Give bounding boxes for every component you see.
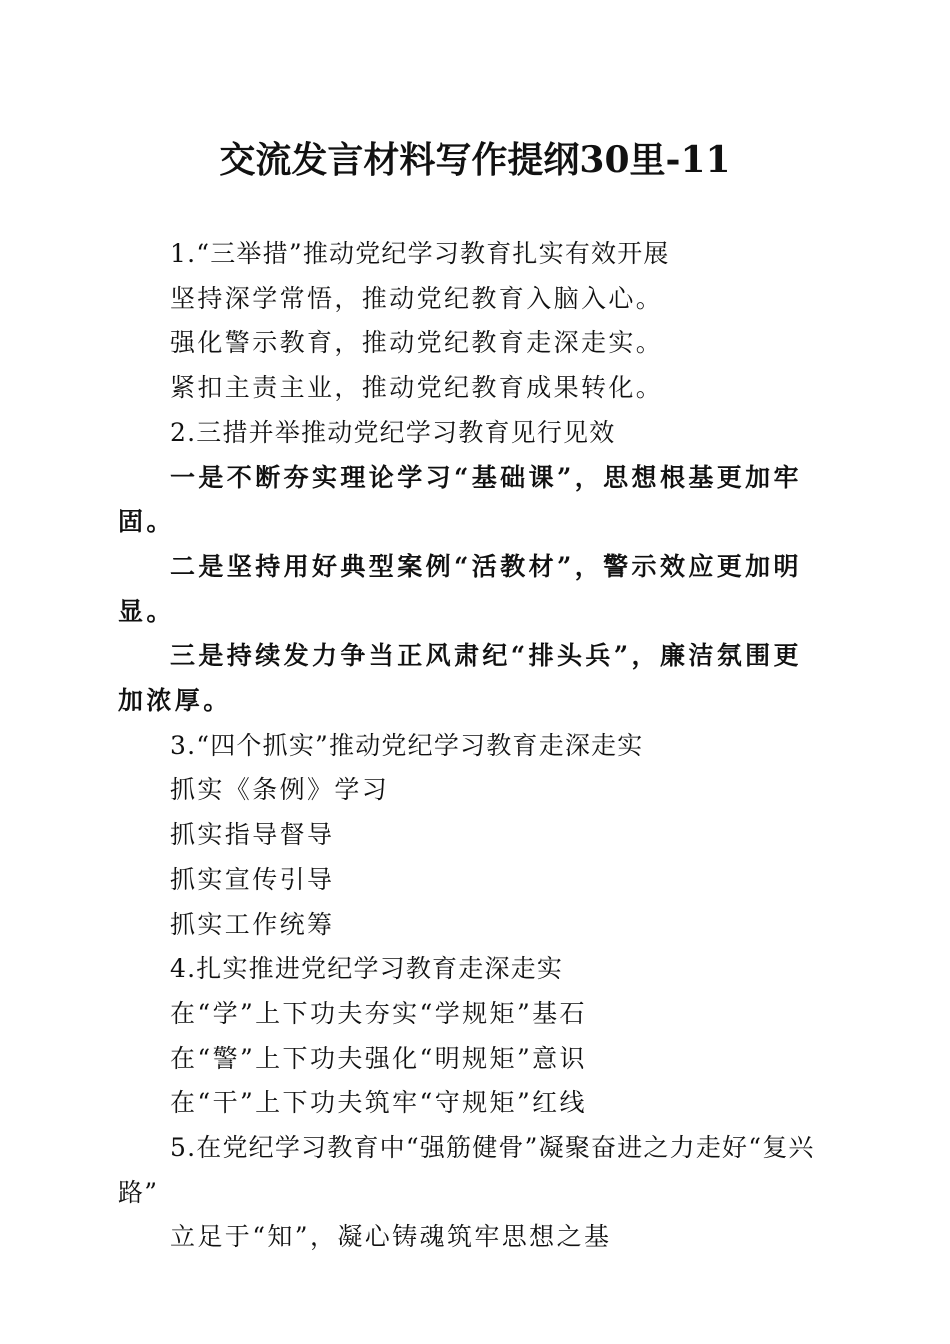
outline-point: 抓实工作统筹 (170, 909, 335, 939)
outline-heading-3: 3.“四个抓实”推动党纪学习教育走深走实 (170, 730, 644, 760)
outline-point: 立足于“知”，凝心铸魂筑牢思想之基 (170, 1222, 612, 1252)
outline-point: 抓实指导督导 (170, 820, 335, 850)
outline-heading-4: 4.扎实推进党纪学习教育走深走实 (170, 954, 564, 984)
outline-heading-5: 5.在党纪学习教育中“强筋健骨”凝聚奋进之力走好“复兴路” (118, 1133, 815, 1207)
document-body (118, 232, 830, 1260)
outline-point: 坚持深学常悟，推动党纪教育入脑入心。 (170, 283, 664, 313)
outline-point: 三是持续发力争当正风肃纪“排头兵”，廉洁氛围更加浓厚。 (118, 641, 802, 716)
document-title: 交流发言材料写作提纲30里-11 (219, 139, 731, 181)
outline-point: 一是不断夯实理论学习“基础课”，思想根基更加牢固。 (118, 462, 802, 537)
outline-point: 抓实宣传引导 (170, 864, 335, 894)
outline-point: 在“学”上下功夫夯实“学规矩”基石 (170, 998, 587, 1028)
outline-point: 在“警”上下功夫强化“明规矩”意识 (170, 1043, 587, 1073)
outline-point: 在“干”上下功夫筑牢“守规矩”红线 (170, 1088, 587, 1118)
outline-point: 抓实《条例》学习 (170, 775, 390, 805)
outline-heading-2: 2.三措并举推动党纪学习教育见行见效 (170, 417, 616, 447)
outline-point: 强化警示教育，推动党纪教育走深走实。 (170, 328, 664, 358)
outline-point: 紧扣主责主业，推动党纪教育成果转化。 (170, 373, 664, 403)
outline-point: 二是坚持用好典型案例“活教材”，警示效应更加明显。 (118, 551, 802, 626)
outline-heading-1: 1.“三举措”推动党纪学习教育扎实有效开展 (170, 239, 670, 268)
